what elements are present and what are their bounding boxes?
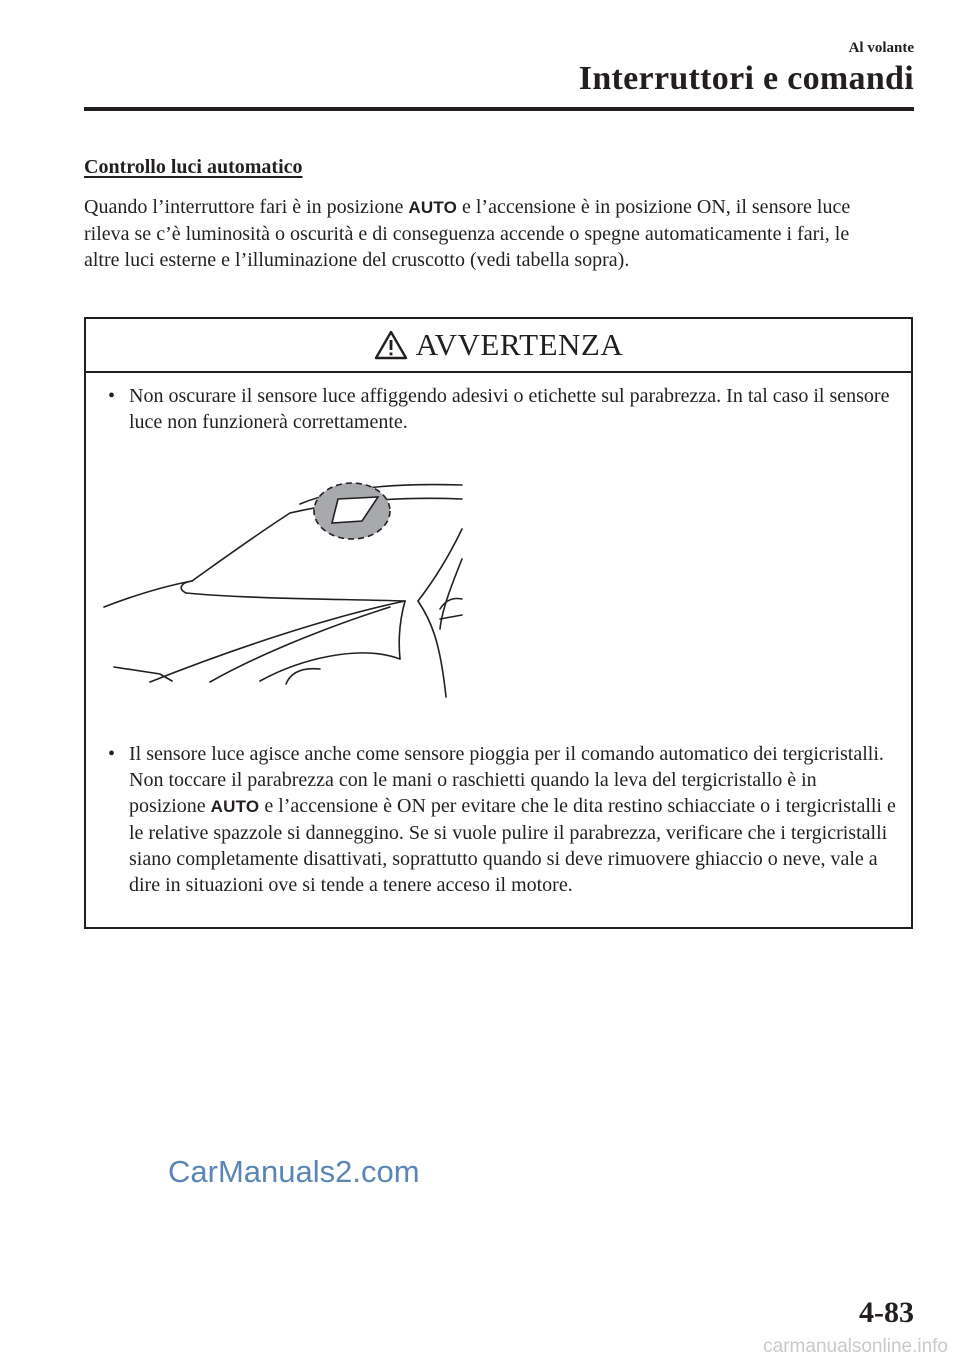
warning-box [84,317,913,929]
auto-position-label: AUTO [408,198,457,217]
bullet-dot: • [108,743,116,765]
site-watermark: CarManuals2.com [168,1154,420,1189]
warning-bullet-2-text-end: e l’accensione è ON per evitare che le dita restino schiacciate o i tergicristalli e le relative spazzole si danneggino. Se si vuole pulire il parabrezza, verificare che i tergicristalli siano completamente disattivati, soprattutto quando si deve rimuovere ghiaccio o neve, vale a dire in situazioni ove si tende a tenere acceso il motore. [129,795,896,896]
warning-triangle-icon [374,330,408,360]
chapter-label: Al volante [848,40,914,56]
intro-text-start: Quando l’interruttore fari è in posizione [84,196,409,218]
intro-paragraph [84,194,864,273]
warning-header [86,319,911,373]
auto-position-label: AUTO [210,797,260,816]
windshield-light-sensor-illustration [100,469,480,699]
page-number: 4-83 [859,1296,914,1329]
warning-bullet-2-text-start: Il sensore luce agisce anche come sensore pioggia per il comando automatico dei tergicristalli. Non toccare il parabrezza con le mani o raschietti quando la leva del tergicristallo è in posizione [129,743,884,817]
warning-bullet-2 [108,741,898,898]
header-divider [84,107,914,111]
warning-bullet-1 [108,383,898,435]
warning-title: AVVERTENZA [415,327,624,362]
page-title: Interruttori e comandi [578,60,914,97]
section-heading: Controllo luci automatico [84,156,303,178]
intro-text-end: e l’accensione è in posizione ON, il sensore luce rileva se c’è luminosità o oscurità e di conseguenza accende o spegne automaticamente i fari, le altre luci esterne e l’illuminazione del cruscotto (vedi tabella sopra). [84,196,851,271]
bullet-dot: • [108,385,116,407]
footer-watermark: carmanualsonline.info [763,1336,948,1357]
warning-bullet-1-text: Non oscurare il sensore luce affiggendo adesivi o etichette sul parabrezza. In tal caso il sensore luce non funzionerà correttamente. [129,385,890,433]
